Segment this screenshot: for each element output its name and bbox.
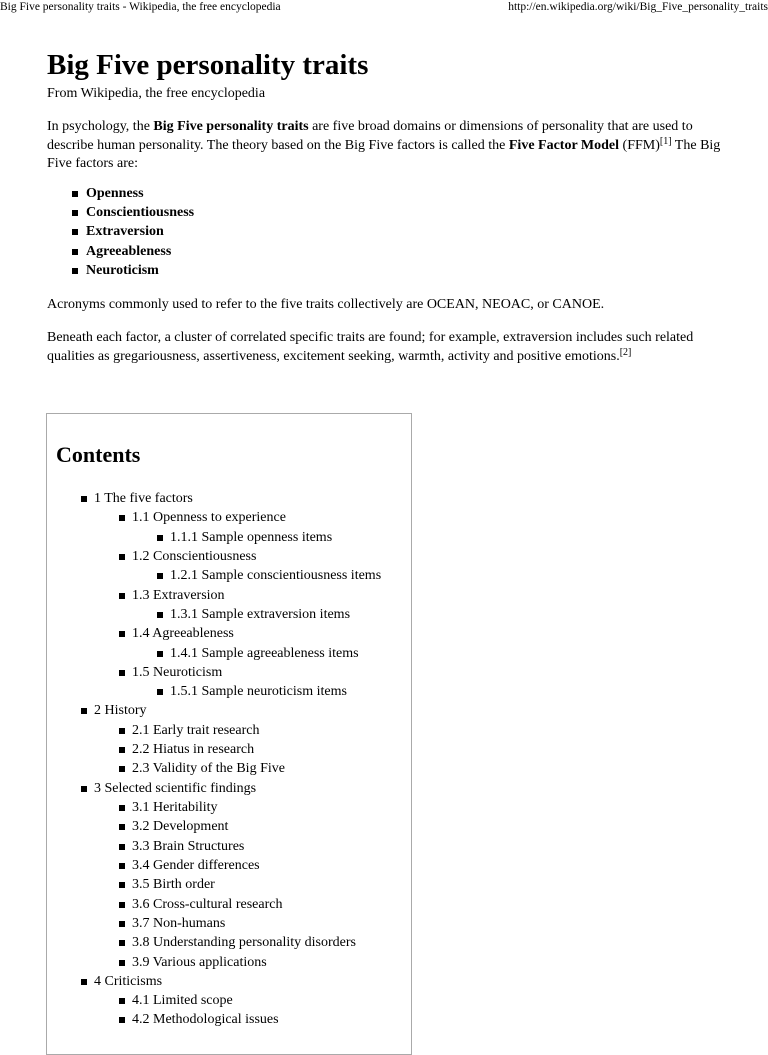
toc-item[interactable]: [119, 914, 381, 933]
toc-sublist: [132, 605, 381, 624]
article: [47, 46, 727, 366]
toc-item[interactable]: [119, 933, 381, 952]
toc-link[interactable]: 2.2 Hiatus in research: [132, 742, 255, 758]
toc-item[interactable]: [81, 701, 381, 778]
intro-paragraph: [47, 118, 727, 174]
toc-item[interactable]: [119, 1010, 381, 1029]
toc-sublist: [132, 644, 381, 663]
toc-item[interactable]: [119, 547, 381, 586]
toc-item[interactable]: [119, 837, 381, 856]
intro-bold-model: Five Factor Model: [508, 137, 620, 153]
article-title: Big Five personality traits: [47, 49, 369, 81]
toc-item[interactable]: [81, 779, 381, 972]
intro-bold-term: Big Five personality traits: [153, 119, 309, 134]
toc-link[interactable]: 3.8 Understanding personality disorders: [132, 935, 356, 951]
toc-link[interactable]: 1.2.1 Sample conscientiousness items: [170, 568, 382, 584]
toc-item[interactable]: [119, 817, 381, 836]
toc-link[interactable]: 4.2 Methodological issues: [132, 1012, 279, 1028]
toc-link[interactable]: 3.3 Brain Structures: [132, 838, 245, 854]
toc-item[interactable]: [81, 489, 381, 701]
toc-link[interactable]: 1.4.1 Sample agreeableness items: [170, 645, 359, 661]
beneath-text: Beneath each factor, a cluster of correlated specific traits are found; for example, extraversion includes such related qualities as gregariousness, assertiveness, excitement seeking, warmth, activity and positive emotions.: [47, 330, 694, 364]
factor-item: Neuroticism: [72, 261, 727, 280]
toc-link[interactable]: 1.5 Neuroticism: [132, 664, 223, 680]
intro-text: (FFM): [619, 137, 660, 153]
toc-item[interactable]: [119, 508, 381, 547]
toc-sublist: [132, 682, 381, 701]
toc-item[interactable]: [157, 644, 381, 663]
toc-link[interactable]: 1.3.1 Sample extraversion items: [170, 606, 351, 622]
toc-item[interactable]: [119, 856, 381, 875]
toc-item[interactable]: [157, 566, 381, 585]
factor-item: Agreeableness: [72, 242, 727, 261]
page-title-header: Big Five personality traits - Wikipedia, the free encyclopedia: [0, 1, 281, 13]
print-header: [0, 0, 768, 16]
factor-item: Conscientiousness: [72, 203, 727, 222]
page-url: http://en.wikipedia.org/wiki/Big_Five_personality_traits: [508, 1, 768, 13]
article-tagline: From Wikipedia, the free encyclopedia: [47, 86, 266, 101]
toc-link[interactable]: 1.1 Openness to experience: [132, 510, 286, 526]
toc-item[interactable]: [119, 875, 381, 894]
toc-link[interactable]: 3.6 Cross-cultural research: [132, 896, 283, 912]
toc-link[interactable]: 1.1.1 Sample openness items: [170, 529, 333, 545]
toc-link[interactable]: 2.3 Validity of the Big Five: [132, 761, 285, 777]
acronyms-paragraph: Acronyms commonly used to refer to the five traits collectively are OCEAN, NEOAC, or CANOE.: [47, 296, 605, 312]
toc-item[interactable]: [81, 972, 381, 1030]
toc-item[interactable]: [157, 682, 381, 701]
factor-item: Openness: [72, 184, 727, 203]
toc-link[interactable]: 2.1 Early trait research: [132, 722, 260, 738]
toc-item[interactable]: [119, 895, 381, 914]
toc-link[interactable]: 4.1 Limited scope: [132, 993, 233, 1009]
intro-text: The Big Five factors are:: [47, 137, 721, 171]
toc-link[interactable]: 3.7 Non-humans: [132, 915, 226, 931]
reference-link-1[interactable]: [1]: [659, 135, 672, 147]
toc-link[interactable]: 1.4 Agreeableness: [132, 626, 234, 642]
toc-item[interactable]: [119, 759, 381, 778]
intro-text: are five broad domains or dimensions of personality that are used to describe human personality. The theory based on the Big Five factors is called the: [47, 119, 693, 153]
toc-item[interactable]: [119, 721, 381, 740]
toc-link[interactable]: 3.4 Gender differences: [132, 857, 260, 873]
toc-heading: Contents: [56, 442, 141, 467]
toc-item[interactable]: [157, 605, 381, 624]
toc-item[interactable]: [119, 798, 381, 817]
toc-item[interactable]: [119, 740, 381, 759]
toc-item[interactable]: [119, 586, 381, 625]
toc-link[interactable]: 3.2 Development: [132, 819, 229, 835]
toc-item[interactable]: [119, 953, 381, 972]
toc-sublist: [132, 566, 381, 585]
toc-item[interactable]: [119, 991, 381, 1010]
toc-sublist: [132, 528, 381, 547]
toc-link[interactable]: 3 Selected scientific findings: [94, 780, 257, 796]
beneath-paragraph: [47, 329, 727, 366]
toc-sublist: [94, 798, 381, 972]
factor-list: [47, 184, 727, 281]
toc-list: [81, 489, 381, 1030]
toc-link[interactable]: 3.5 Birth order: [132, 877, 215, 893]
factor-item: Extraversion: [72, 222, 727, 241]
toc-item[interactable]: [119, 624, 381, 663]
toc-item[interactable]: [157, 528, 381, 547]
toc-link[interactable]: 3.9 Various applications: [132, 954, 267, 970]
toc-link[interactable]: 3.1 Heritability: [132, 800, 218, 815]
table-of-contents: [46, 413, 412, 1055]
toc-link[interactable]: 1 The five factors: [94, 491, 193, 506]
toc-link[interactable]: 1.3 Extraversion: [132, 587, 225, 603]
toc-sublist: [94, 508, 381, 701]
toc-item[interactable]: [119, 663, 381, 702]
toc-link[interactable]: 2 History: [94, 703, 147, 719]
intro-text: In psychology, the: [47, 119, 154, 134]
toc-link[interactable]: 1.2 Conscientiousness: [132, 548, 257, 564]
toc-link[interactable]: 4 Criticisms: [94, 973, 163, 989]
reference-link-2[interactable]: [2]: [619, 346, 632, 358]
toc-link[interactable]: 1.5.1 Sample neuroticism items: [170, 684, 347, 700]
toc-sublist: [94, 721, 381, 779]
